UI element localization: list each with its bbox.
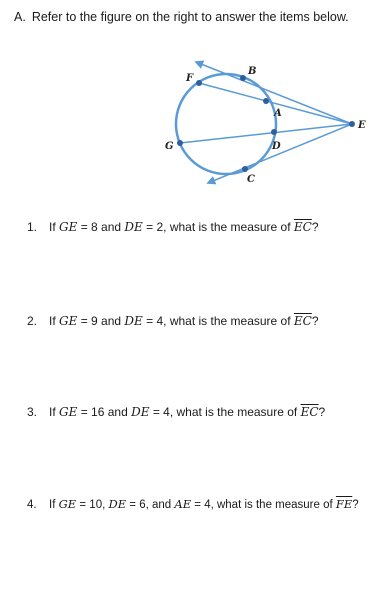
segment-ec: $\overline{EC}$ bbox=[293, 314, 312, 328]
label-a: A bbox=[274, 108, 282, 119]
question-number: 4. bbox=[27, 499, 37, 511]
secant-ge bbox=[180, 124, 352, 143]
segment-ec: $\overline{EC}$ bbox=[293, 220, 312, 234]
segment-ec: $\overline{EC}$ bbox=[300, 405, 319, 419]
point-f bbox=[196, 80, 202, 86]
label-b: B bbox=[248, 66, 257, 77]
question-number: 2. bbox=[27, 314, 38, 328]
point-d bbox=[271, 129, 277, 135]
point-b bbox=[240, 75, 246, 81]
label-c: C bbox=[247, 174, 255, 185]
point-a bbox=[263, 98, 269, 104]
label-e: E bbox=[358, 120, 366, 131]
segment-fe: $\overline{FE}$ bbox=[335, 497, 353, 511]
label-d: D bbox=[272, 141, 281, 152]
question-3: 3. If GE = 16 and DE = 4, what is the measure of $\overline{EC}$? bbox=[27, 405, 326, 419]
section-letter: A. bbox=[14, 10, 26, 24]
point-e bbox=[349, 121, 355, 127]
label-g: G bbox=[165, 141, 174, 152]
ray-e-through-c bbox=[208, 124, 352, 183]
circle bbox=[176, 74, 276, 174]
point-c bbox=[242, 166, 248, 172]
section-instruction: Refer to the figure on the right to answer the items below. bbox=[31, 10, 349, 24]
question-number: 1. bbox=[27, 220, 38, 234]
question-4: 4. If GE = 10, DE = 6, and AE = 4, what is the measure of $\overline{FE}$? bbox=[27, 497, 359, 511]
question-number: 3. bbox=[27, 405, 38, 419]
point-g bbox=[177, 140, 183, 146]
question-2: 2. If GE = 9 and DE = 4, what is the measure of $\overline{EC}$? bbox=[27, 314, 319, 328]
question-1: 1. If GE = 8 and DE = 2, what is the measure of $\overline{EC}$? bbox=[27, 220, 319, 234]
label-f: F bbox=[186, 73, 194, 84]
